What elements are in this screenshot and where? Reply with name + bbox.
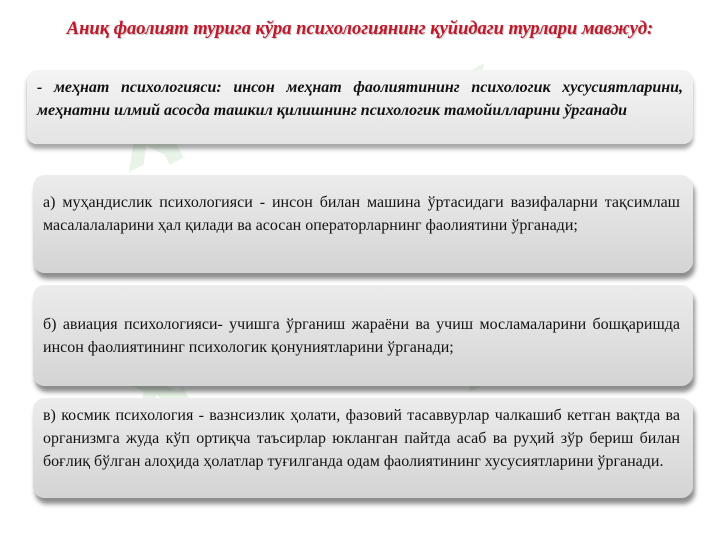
- list-item-text: б) авиация психологияси- учишга ўрганиш жараёни ва учиш мосламаларини бошқаришда инсон фаолиятининг психологик қонуниятларини ўрганади;: [43, 316, 680, 356]
- list-item-text: а) муҳандислик психологияси - инсон билан машина ўртасидаги вазифаларни тақсимлаш масалалаларини ҳал қилади ва асосан операторларнинг фаолиятини ўрганади;: [43, 194, 680, 234]
- list-item: [33, 398, 693, 498]
- list-item-text: в) космик психология - вазнсизлик ҳолати, фазовий тасаввурлар чалкашиб кетган вақтда ва организмга жуда кўп ортиқча таъсирлар юкланган пайтда асаб ва руҳий зўр бериш билан боғлиқ бўлган алоҳида ҳолатлар туғилганда одам фаолиятининг хусусиятларини ўрганади.: [43, 407, 680, 470]
- list-item: [33, 285, 693, 386]
- intro-box: [27, 70, 693, 144]
- list-item: [33, 175, 693, 273]
- intro-text: - меҳнат психологияси: инсон меҳнат фаолиятининг психологик хусусиятларини, меҳнатни илмий асосда ташкил қилишнинг психологик тамойилларини ўрганади: [37, 79, 683, 119]
- slide-title: Аниқ фаолият турига кўра психологиянинг қуйидаги турлари мавжуд:: [66, 19, 654, 39]
